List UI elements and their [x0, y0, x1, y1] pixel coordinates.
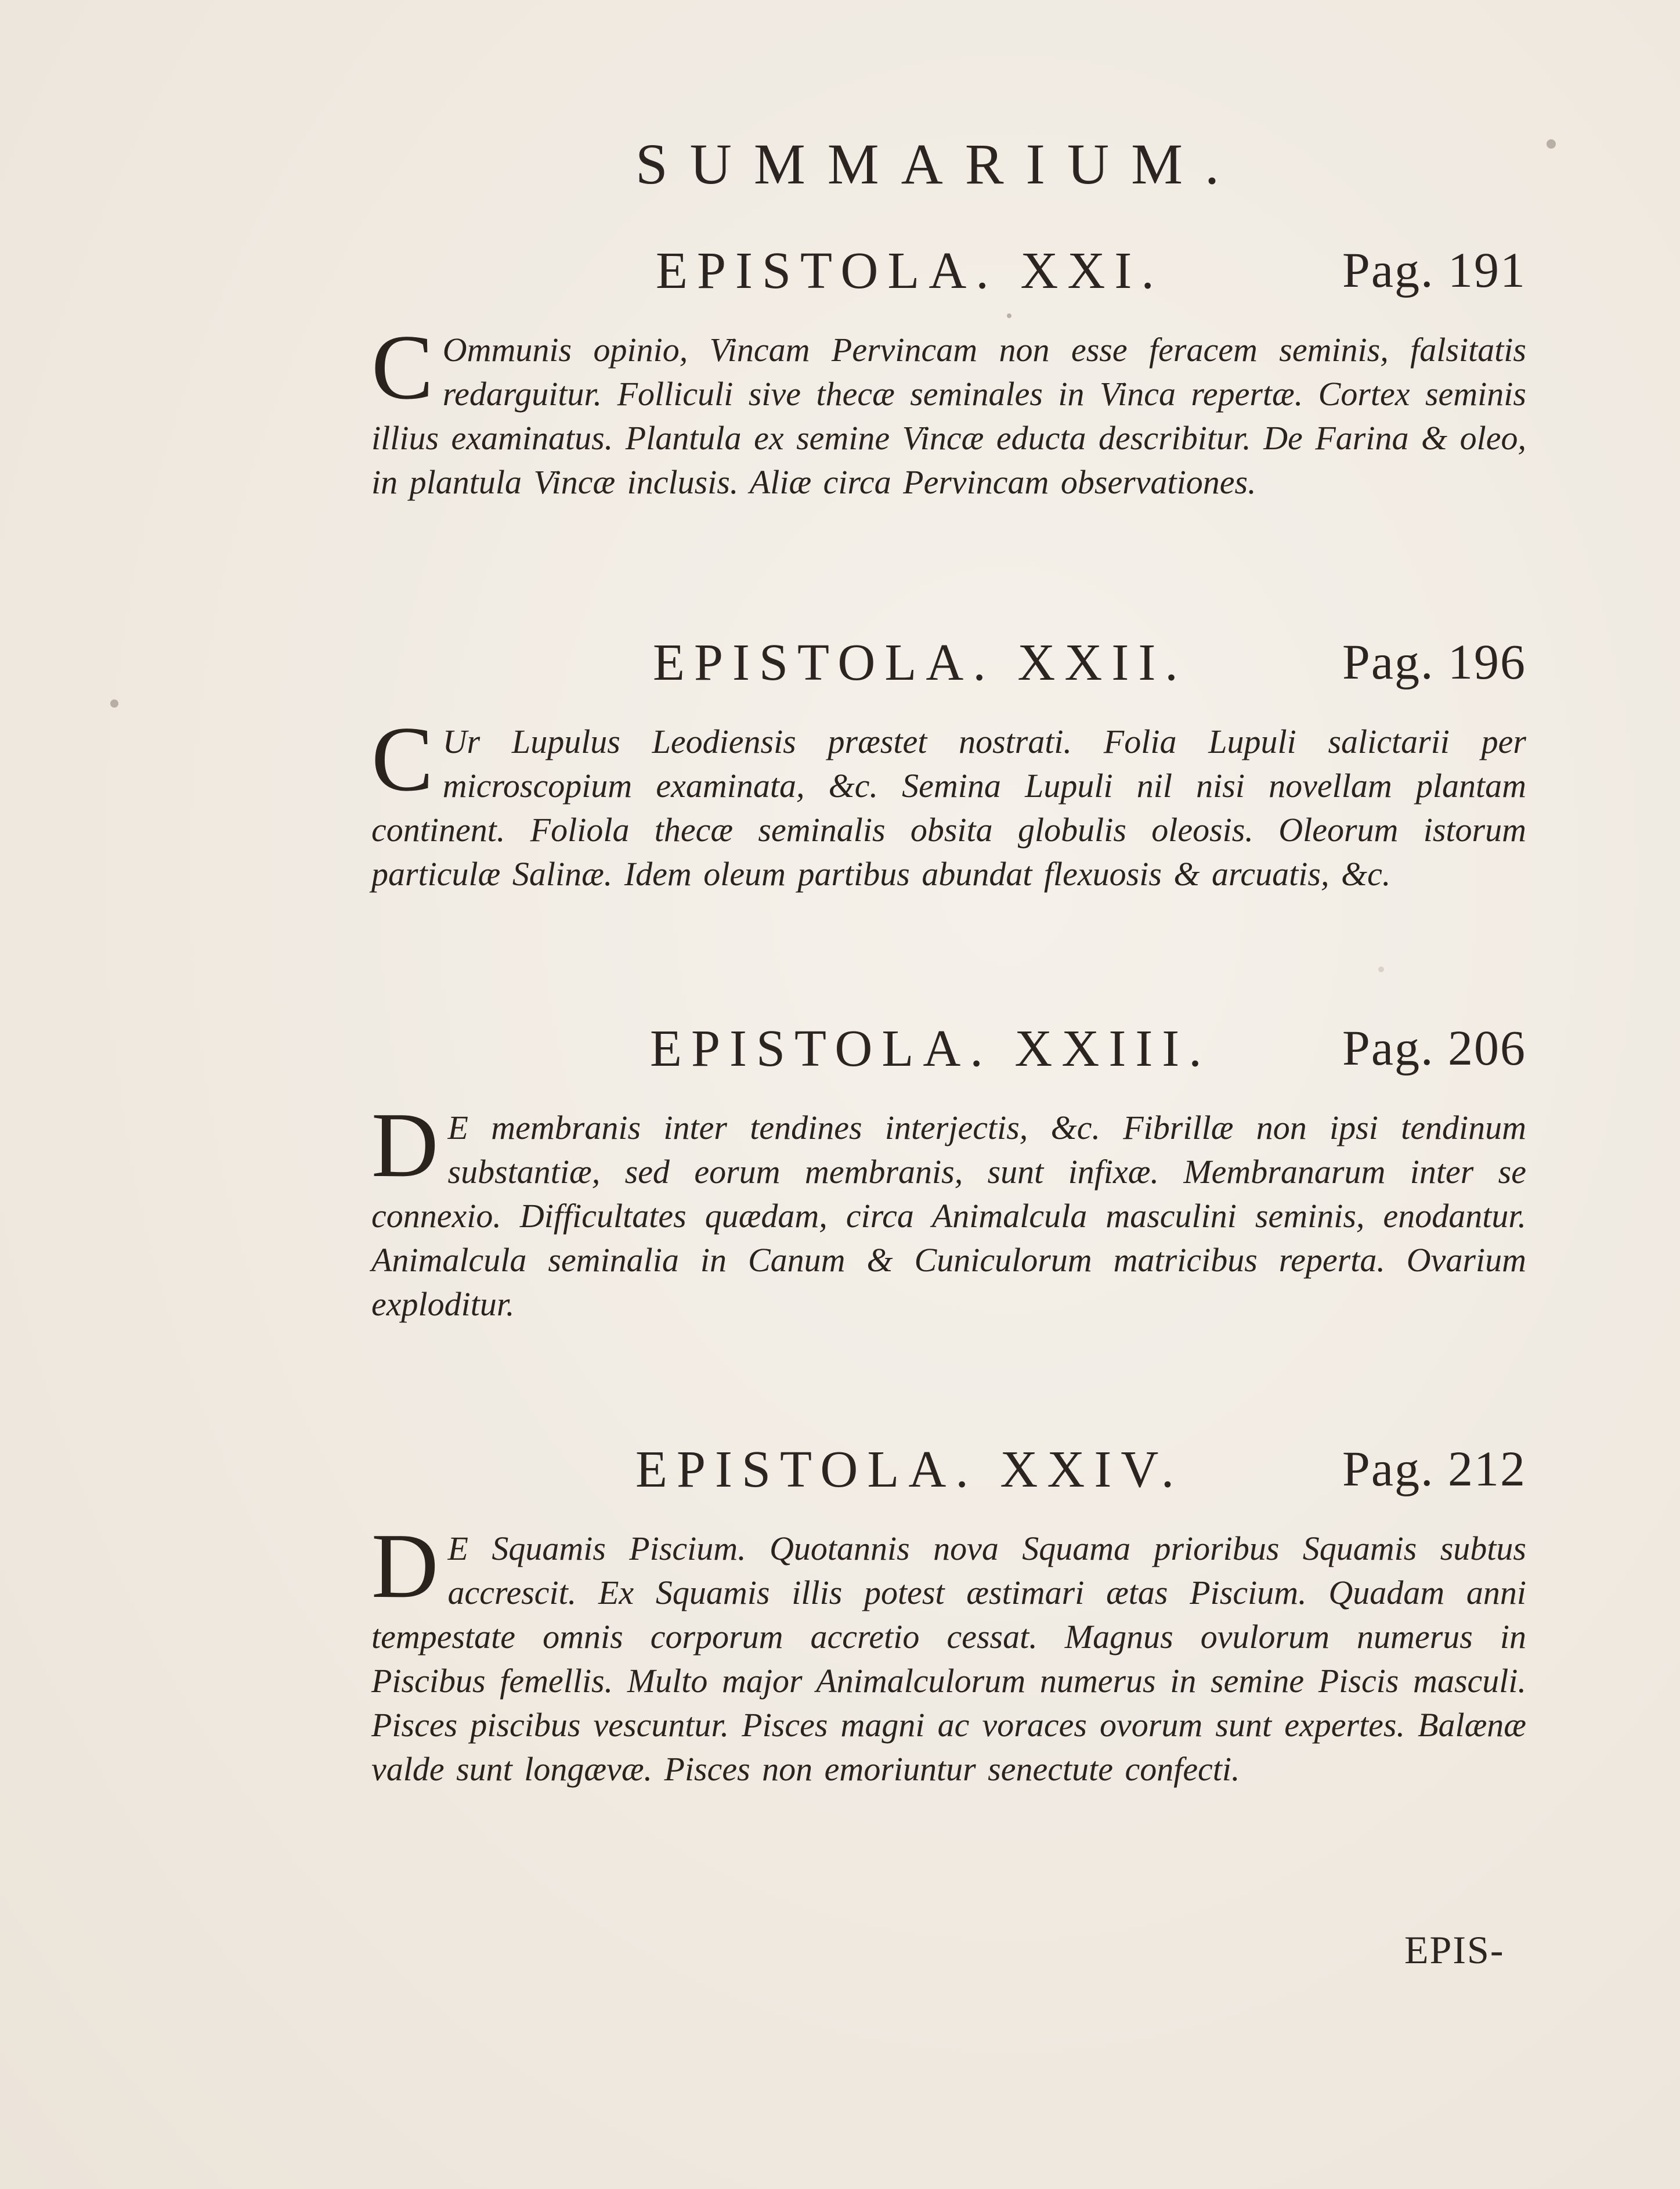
section-summary [371, 1093, 1526, 1326]
page-reference: Pag. 196 [1342, 634, 1526, 690]
drop-cap-initial: D [371, 1514, 439, 1617]
page-reference: Pag. 191 [1342, 242, 1526, 298]
paper-speck [110, 699, 118, 708]
drop-cap-initial: C [371, 707, 433, 810]
section-heading [371, 633, 1526, 697]
section-title: EPISTOLA. XXIII. [650, 1020, 1211, 1077]
section-title: EPISTOLA. XXIV. [635, 1441, 1184, 1498]
section-summary [371, 315, 1526, 504]
paper-speck [1007, 313, 1011, 318]
section-title: EPISTOLA. XXI. [656, 242, 1164, 300]
summary-text: E membranis inter tendines interjectis, &c. Fibrillæ non ipsi tendinum substantiæ, sed eorum membranis, sunt infixæ. Membranarum inter se connexio. Difficultates quædam, circa Animalcula masculini seminis, enodantur. Animalcula seminalia in Canum & Cuniculorum matricibus reperta. Ovarium exploditur. [371, 1109, 1526, 1323]
section-heading [371, 1440, 1526, 1503]
summary-text: Ommunis opinio, Vincam Pervincam non esse feracem seminis, falsitatis redarguitur. Folliculi sive thecæ seminales in Vinca repertæ. Cortex seminis illius examinatus. Plantula ex semine Vincæ educta describitur. De Farina & oleo, in plantula Vincæ inclusis. Aliæ circa Pervincam observationes. [371, 331, 1526, 501]
drop-cap-initial: D [371, 1093, 439, 1196]
paper-speck [1378, 967, 1384, 972]
section-epistola-xxiii [371, 1019, 1526, 1326]
running-head: SUMMARIUM. [635, 132, 1242, 196]
summary-text: E Squamis Piscium. Quotannis nova Squama prioribus Squamis subtus accrescit. Ex Squamis illis potest æstimari ætas Piscium. Quadam anni tempestate omnis corporum accretio cessat. Magnus ovulorum numerus in Piscibus femellis. Multo major Animalculorum numerus in semine Piscis masculi. Pisces piscibus vescuntur. Pisces magni ac voraces ovorum sunt expertes. Balænæ valde sunt longævæ. Pisces non emoriuntur senectute confecti. [371, 1530, 1526, 1788]
drop-cap-initial: C [371, 315, 433, 419]
section-title: EPISTOLA. XXII. [653, 634, 1187, 691]
section-epistola-xxiv [371, 1440, 1526, 1791]
section-epistola-xxi [371, 241, 1526, 504]
section-heading [371, 1019, 1526, 1083]
catchword: EPIS- [1404, 1928, 1505, 1972]
summary-text: Ur Lupulus Leodiensis præstet nostrati. Folia Lupuli salictarii per microscopium examinata, &c. Semina Lupuli nil nisi novellam plantam continent. Foliola thecæ seminalis obsita globulis oleosis. Oleorum istorum particulæ Salinæ. Idem oleum partibus abundat flexuosis & arcuatis, &c. [371, 723, 1526, 893]
page-reference: Pag. 206 [1342, 1020, 1526, 1076]
section-summary [371, 1514, 1526, 1791]
page-reference: Pag. 212 [1342, 1441, 1526, 1496]
section-heading [371, 241, 1526, 305]
paper-speck [1547, 139, 1556, 149]
section-epistola-xxii [371, 633, 1526, 896]
section-summary [371, 707, 1526, 896]
